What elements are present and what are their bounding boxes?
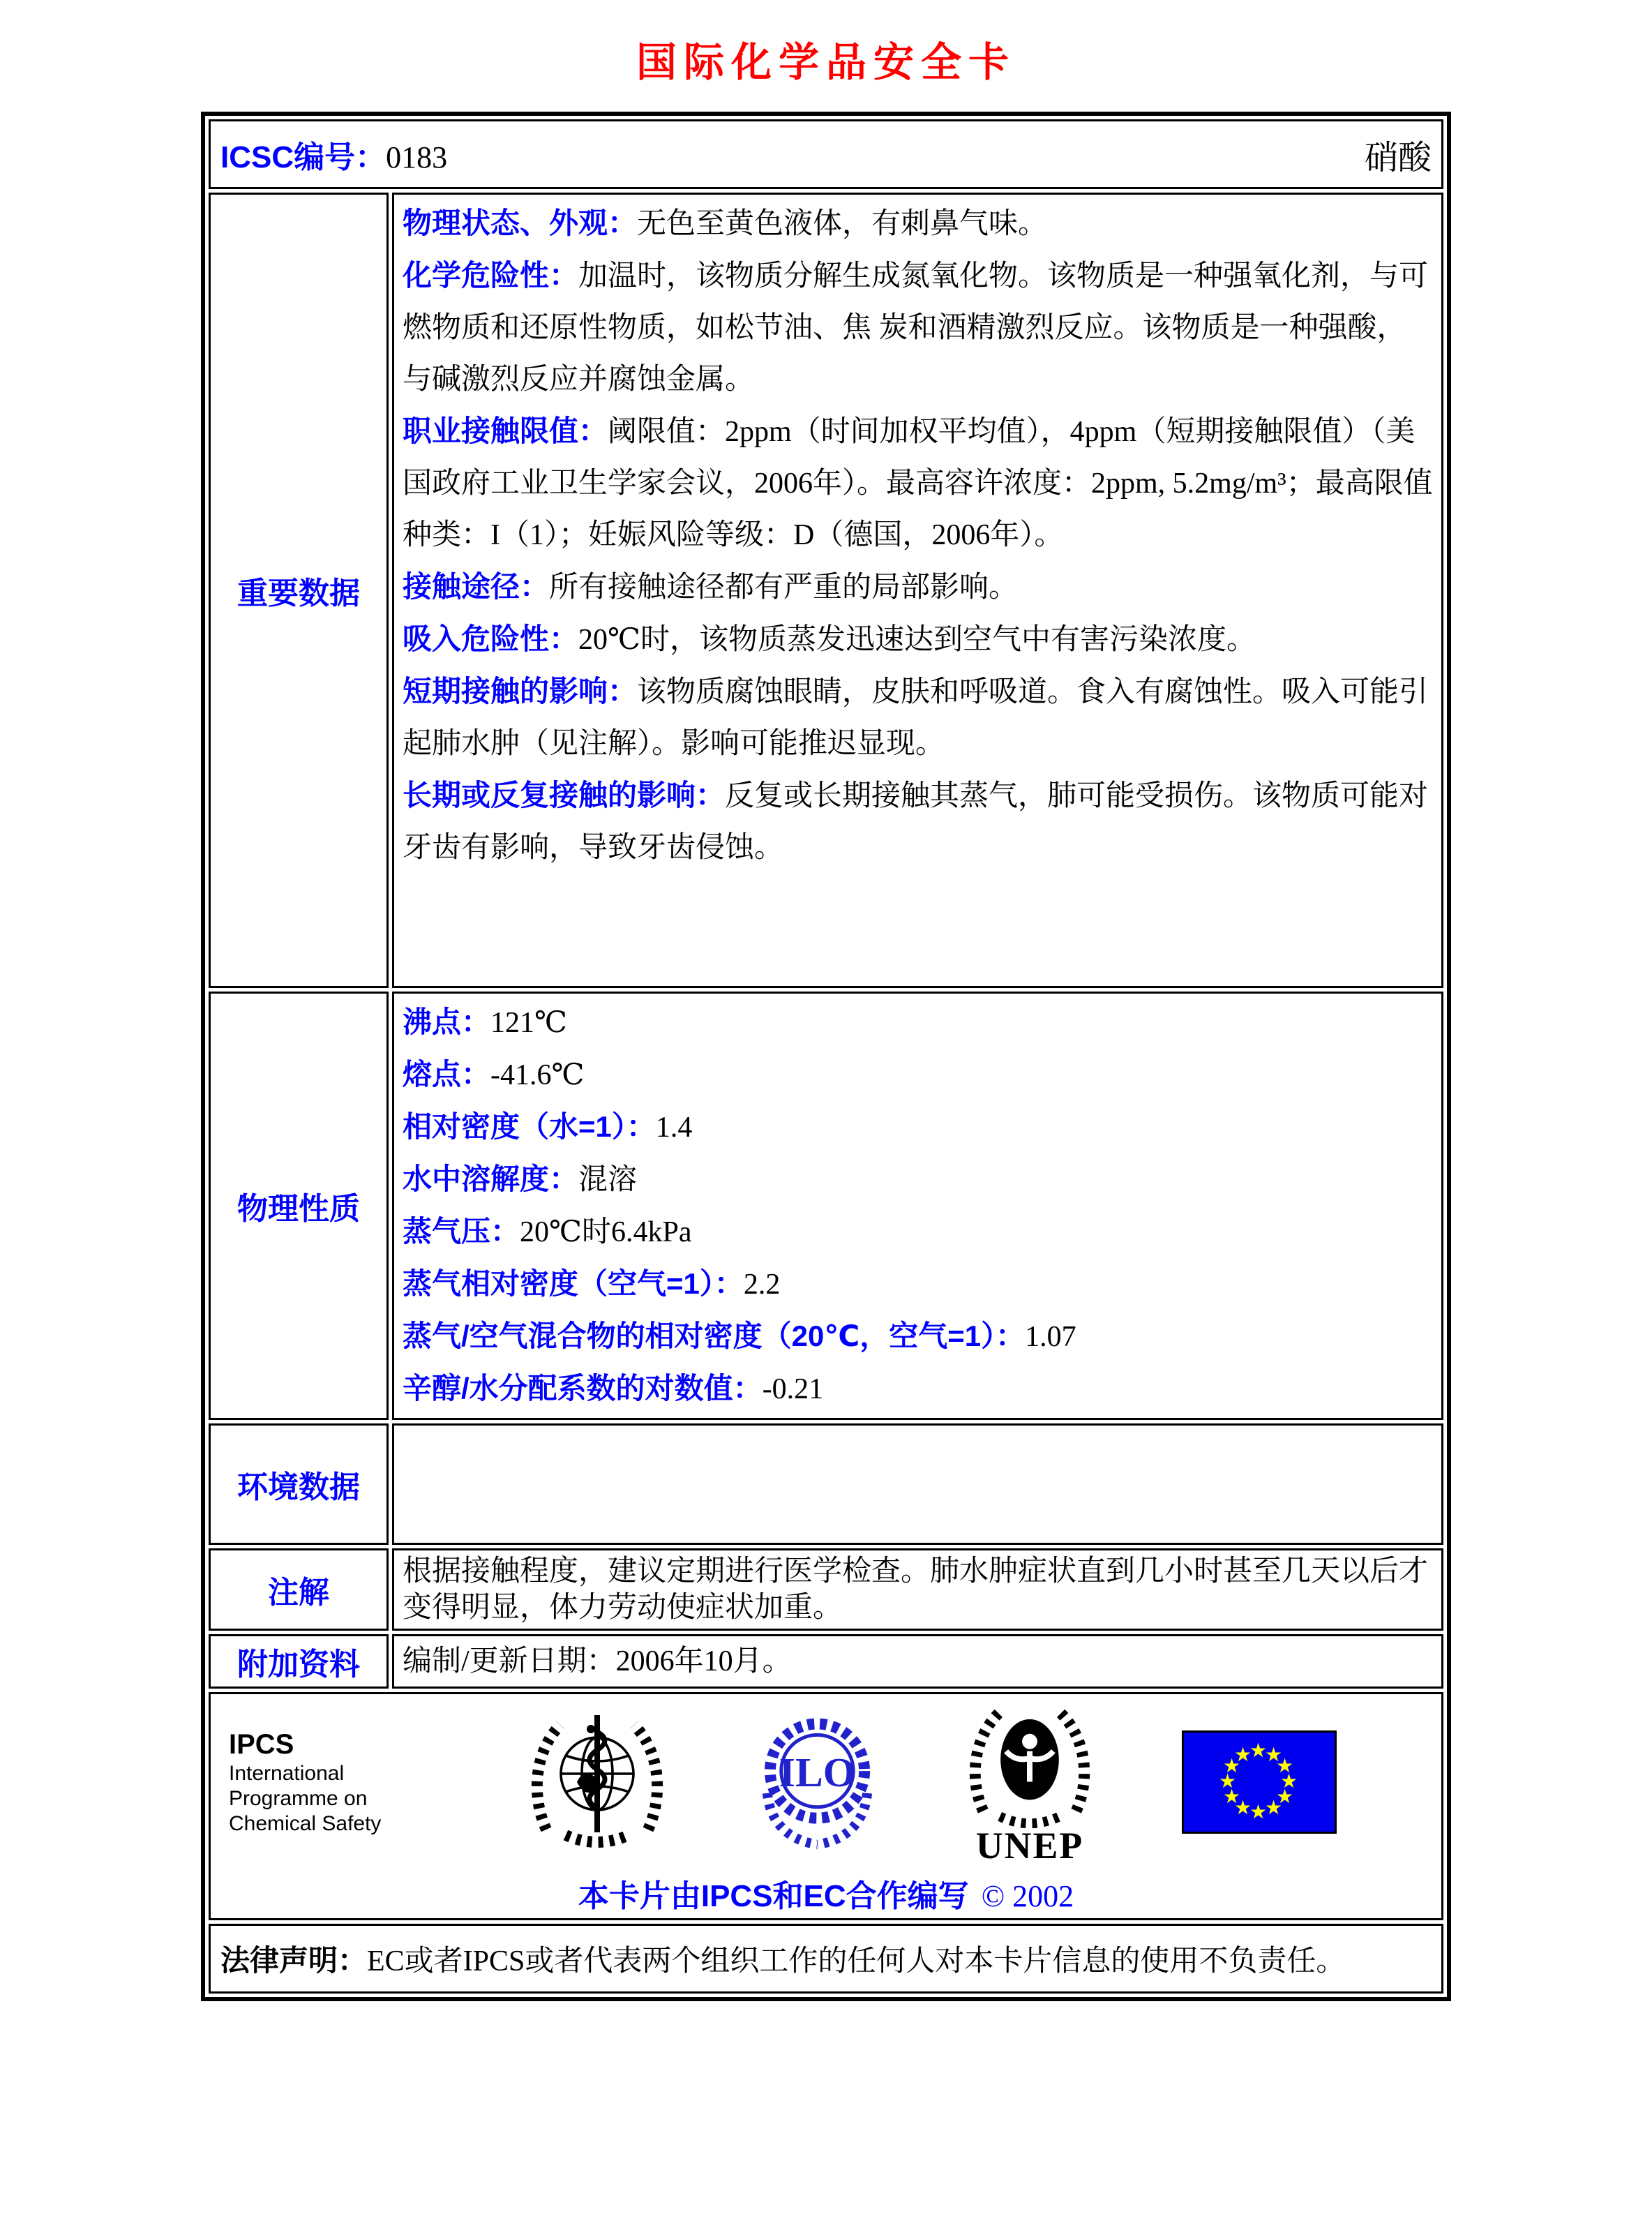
field-text: 加温时，该物质分解生成氮氧化物。该物质是一种强氧化剂，与可燃物质和还原性物质，如松节油、焦 炭和酒精激烈反应。该物质是一种强酸，与碱激烈反应并腐蚀金属。 (403, 260, 1429, 396)
field-label: 化学危险性： (403, 259, 579, 292)
important-data-content (392, 193, 1443, 988)
section-label-additional-info: 附加资料 (209, 1634, 389, 1689)
legal-label: 法律声明： (220, 1944, 368, 1977)
data-item (403, 197, 1433, 250)
field-text: 混溶 (578, 1164, 638, 1196)
data-item (403, 613, 1433, 666)
data-item (403, 996, 1433, 1049)
data-item (403, 1153, 1433, 1206)
unep-text: UNEP (976, 1825, 1084, 1864)
eu-flag-icon (1182, 1730, 1337, 1834)
section-label-notes: 注解 (209, 1548, 389, 1631)
additional-info-content: 编制/更新日期：2006年10月。 (392, 1634, 1443, 1689)
additional-info-row (209, 1634, 1443, 1689)
data-item (403, 250, 1433, 405)
field-label: 蒸气/空气混合物的相对密度（20℃，空气=1）： (403, 1319, 1026, 1352)
data-item (403, 1363, 1433, 1415)
ipcs-line: Programme on (229, 1786, 368, 1810)
ipcs-line: Chemical Safety (229, 1811, 382, 1835)
ilo-logo-icon (756, 1712, 878, 1852)
legal-cell (209, 1924, 1443, 1994)
field-text: 2.2 (743, 1269, 781, 1301)
field-label: 职业接触限值： (403, 414, 608, 447)
data-item (403, 561, 1433, 613)
field-label: 沸点： (403, 1005, 491, 1038)
eu-star-icon: ★ (1276, 1753, 1294, 1777)
field-text: 20℃时6.4kPa (520, 1216, 692, 1248)
data-item (403, 1206, 1433, 1258)
field-text: 1.07 (1025, 1321, 1076, 1353)
field-label: 蒸气相对密度（空气=1）： (403, 1267, 744, 1300)
legal-row (209, 1924, 1443, 1994)
physical-properties-row (209, 992, 1443, 1420)
data-item (403, 770, 1433, 874)
section-label-physical-properties: 物理性质 (209, 992, 389, 1420)
field-label: 蒸气压： (403, 1215, 520, 1248)
field-label: 物理状态、外观： (403, 207, 638, 239)
environmental-data-content (392, 1423, 1443, 1545)
data-item (403, 1049, 1433, 1101)
field-text: 1.4 (655, 1112, 693, 1144)
notes-content: 根据接触程度，建议定期进行医学检查。肺水肿症状直到几小时甚至几天以后才变得明显，体力劳动使症状加重。 (392, 1548, 1443, 1631)
data-item (403, 666, 1433, 770)
data-item (403, 1101, 1433, 1153)
ipcs-acronym: IPCS (229, 1728, 294, 1760)
eu-star-icon: ★ (1280, 1769, 1298, 1793)
data-item (403, 1258, 1433, 1310)
field-text: -0.21 (762, 1373, 824, 1405)
field-text: 阈限值：2ppm（时间加权平均值），4ppm（短期接触限值）（美国政府工业卫生学家会议，2006年）。最高容许浓度：2ppm, 5.2mg/m³；最高限值种类：I（1）；妊娠风险等级：D（德国，2006年）。 (403, 416, 1433, 551)
field-label: 长期或反复接触的影响： (403, 779, 726, 812)
eu-star-icon: ★ (1223, 1753, 1241, 1777)
ilo-text: ILO (779, 1749, 855, 1795)
copyright-line (211, 1871, 1441, 1915)
field-label: 吸入危险性： (403, 622, 579, 655)
unep-logo-icon (963, 1700, 1096, 1864)
field-label: 辛醇/水分配系数的对数值： (403, 1372, 763, 1405)
notes-row (209, 1548, 1443, 1631)
section-label-important-data: 重要数据 (209, 193, 389, 988)
field-text: 121℃ (490, 1007, 567, 1039)
data-item (403, 1310, 1433, 1363)
eu-star-icon: ★ (1276, 1784, 1294, 1808)
icsc-table (201, 112, 1451, 2001)
logos-row (209, 1692, 1443, 1920)
field-text: 反复或长期接触其蒸气，肺可能受损伤。该物质可能对牙齿有影响，导致牙齿侵蚀。 (403, 780, 1429, 864)
field-label: 水中溶解度： (403, 1162, 579, 1195)
eu-star-icon: ★ (1219, 1769, 1237, 1793)
chemical-name: 硝酸 (1364, 139, 1432, 177)
field-label: 相对密度（水=1）： (403, 1110, 656, 1143)
section-label-environmental-data: 环境数据 (209, 1423, 389, 1545)
icsc-number-label: ICSC编号： (220, 140, 386, 174)
icsc-number-group (220, 132, 447, 177)
field-text: 无色至黄色液体，有刺鼻气味。 (637, 208, 1048, 240)
eu-star-icon: ★ (1234, 1795, 1252, 1819)
logos-cell (209, 1692, 1443, 1920)
field-text: 所有接触途径都有严重的局部影响。 (549, 571, 1019, 604)
header-cell (209, 119, 1443, 189)
field-label: 短期接触的影响： (403, 675, 638, 708)
eu-star-icon: ★ (1234, 1742, 1252, 1766)
eu-star-icon: ★ (1223, 1784, 1241, 1808)
who-logo-icon (524, 1712, 670, 1852)
physical-properties-content (392, 992, 1443, 1420)
field-label: 熔点： (403, 1058, 491, 1091)
field-text: -41.6℃ (490, 1059, 585, 1091)
important-data-row (209, 193, 1443, 988)
field-label: 接触途径： (403, 570, 550, 603)
icsc-number-value: 0183 (386, 140, 448, 174)
legal-text: EC或者IPCS或者代表两个组织工作的任何人对本卡片信息的使用不负责任。 (367, 1945, 1346, 1977)
copyright-year: © 2002 (981, 1879, 1074, 1913)
header-row (209, 119, 1443, 189)
ipcs-line: International (229, 1761, 345, 1785)
eu-star-icon: ★ (1265, 1795, 1283, 1819)
eu-star-icon: ★ (1249, 1800, 1268, 1823)
eu-star-icon: ★ (1249, 1738, 1268, 1762)
page-title: 国际化学品安全卡 (636, 38, 1016, 86)
field-text: 20℃时，该物质蒸发迅速达到空气中有害污染浓度。 (578, 624, 1256, 656)
eu-star-icon: ★ (1265, 1742, 1283, 1766)
field-text: 该物质腐蚀眼睛，皮肤和呼吸道。食入有腐蚀性。吸入可能引起肺水肿（见注解）。影响可能推迟显现。 (403, 676, 1429, 760)
copyright-text: 本卡片由IPCS和EC合作编写 (578, 1879, 969, 1913)
data-item (403, 405, 1433, 561)
ipcs-text-block (229, 1728, 438, 1837)
environmental-data-row (209, 1423, 1443, 1545)
